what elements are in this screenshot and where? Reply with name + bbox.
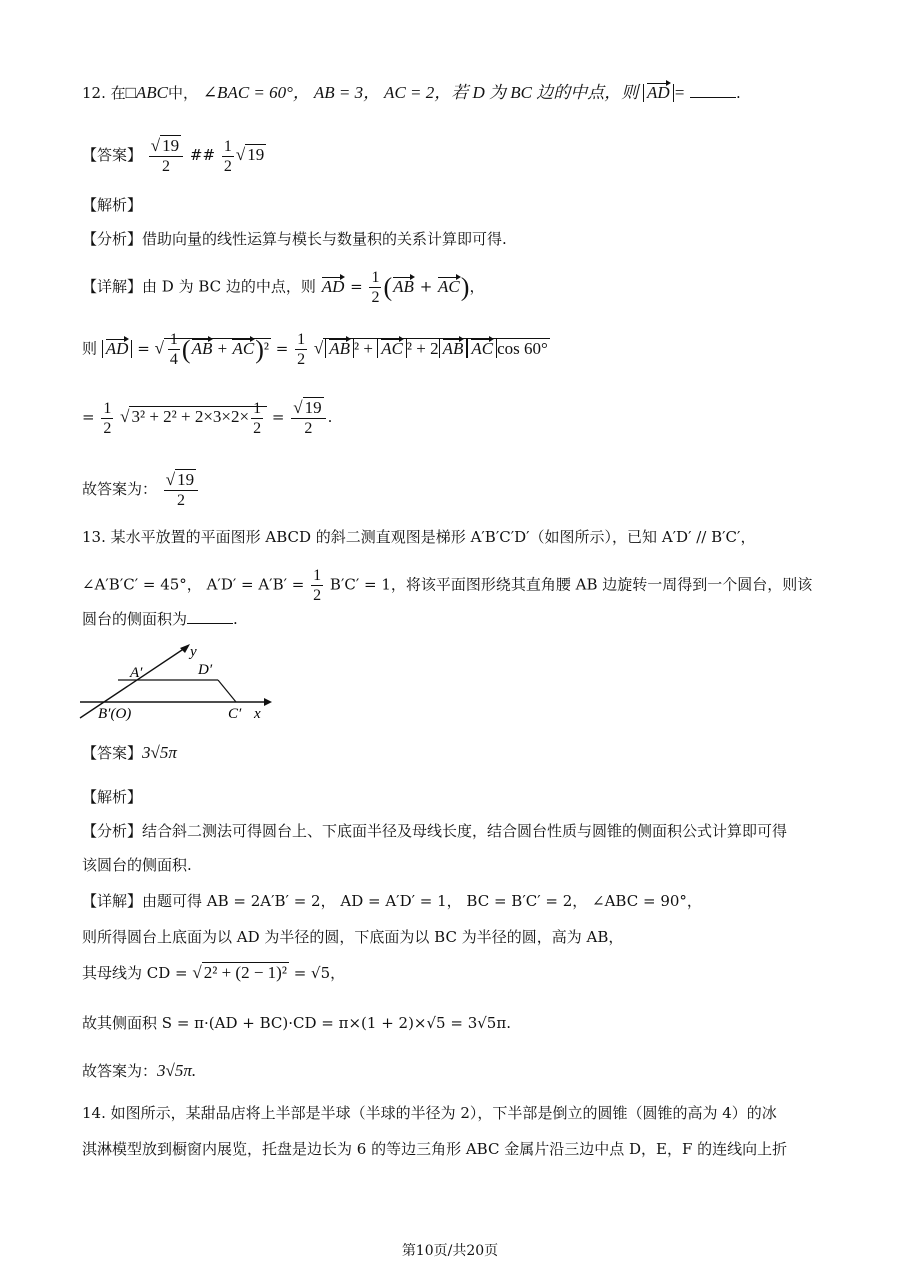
answer-blank — [690, 83, 736, 98]
q13-stem-line2: ∠A′B′C′ = 45°， A′D′ = A′B′ = $\frac{1}{2}$ B′C′ = 1，将该平面图形绕其直角腰 AB 边旋转一周得到一个圆台，则该 — [82, 567, 813, 604]
label-C: C′ — [228, 706, 242, 722]
q12-step2: 则 AD = √ $\frac{1}{4}$ (AB + AC)² = $\frac{1}{2}$ √ AB ² + AC ² + 2 AB AC cos 60° — [82, 331, 548, 369]
q13-answer: 【答案】3√5π — [82, 743, 177, 762]
label-y: y — [190, 644, 197, 660]
trapezoid-diagram — [78, 640, 278, 724]
q13-stem-line3: 圆台的侧面积为 . — [82, 610, 238, 628]
q13-final: 故答案为：3√5π. — [82, 1061, 197, 1080]
q13-fenxi-line2: 该圆台的侧面积. — [82, 856, 192, 874]
q12-xiangjie: 【详解】由 D 为 BC 边的中点，则 AD = $\frac{1}{2}$ (AB + AC)， — [82, 269, 485, 306]
q13-radius: 则所得圆台上底面为以 AD 为半径的圆，下底面为以 BC 为半径的圆，高为 AB， — [82, 928, 624, 946]
q13-stem-line1: 13. 某水平放置的平面图形 ABCD 的斜二测直观图是梯形 A′B′C′D′（如图所示），已知 A′D′ // B′C′， — [82, 528, 756, 546]
q13-area: 故其侧面积 S = π·(AD + BC)·CD = π×(1 + 2)×√5 = 3√5π. — [82, 1014, 511, 1032]
q13-fenxi-line1: 【分析】结合斜二测法可得圆台上、下底面半径及母线长度，结合圆台性质与圆锥的侧面积公式计算即可得 — [82, 822, 788, 840]
q14-line2: 淇淋模型放到橱窗内展览，托盘是边长为 6 的等边三角形 ABC 金属片沿三边中点 D，E，F 的连线向上折 — [82, 1140, 788, 1158]
x-axis-arrow — [264, 698, 272, 706]
label-D: D′ — [198, 662, 213, 678]
q12-conditions: ∠BAC = 60°， AB = 3， AC = 2，若 D 为 BC 边的中点，则 — [202, 83, 639, 102]
y-axis — [80, 646, 188, 718]
q14-line1: 14. 如图所示，某甜品店将上半部是半球（半球的半径为 2），下半部是倒立的圆锥（圆锥的高为 4）的冰 — [82, 1104, 777, 1122]
y-axis-arrow — [180, 644, 190, 653]
edge-DC — [218, 680, 236, 702]
answer-blank — [187, 609, 233, 624]
q13-analysis-label: 【解析】 — [82, 788, 143, 806]
q12-stem: 12. 在□ABC中， ∠BAC = 60°， AB = 3， AC = 2，若 D 为 BC 边的中点，则 AD = . — [82, 83, 741, 102]
q12-answer: 【答案】 $\frac{√ 19}{2}$ ## $\frac{1}{2}$ √ 19 — [82, 136, 265, 175]
q12-step3: = $\frac{1}{2}$ √ 3² + 2² + 2×3×2× $\frac{1}{2}$ = $\frac{√ 19}{2}$ . — [82, 398, 333, 437]
q13-generatrix: 其母线为 CD = √ 2² + (2 − 1)² = √5， — [82, 963, 346, 982]
q12-final: 故答案为： $\frac{√ 19}{2}$ — [82, 470, 200, 510]
label-A: A′ — [130, 665, 143, 681]
label-B: B′(O) — [98, 706, 132, 722]
q13-xiangjie: 【详解】由题可得 AB = 2A′B′ = 2， AD = A′D′ = 1， BC = B′C′ = 2， ∠ABC = 90°， — [82, 892, 702, 910]
q12-analysis-label: 【解析】 — [82, 196, 143, 214]
page-footer: 第10页/共20页 — [401, 1243, 499, 1259]
q12-fenxi: 【分析】借助向量的线性运算与模长与数量积的关系计算即可得. — [82, 230, 507, 248]
label-x: x — [254, 706, 261, 722]
